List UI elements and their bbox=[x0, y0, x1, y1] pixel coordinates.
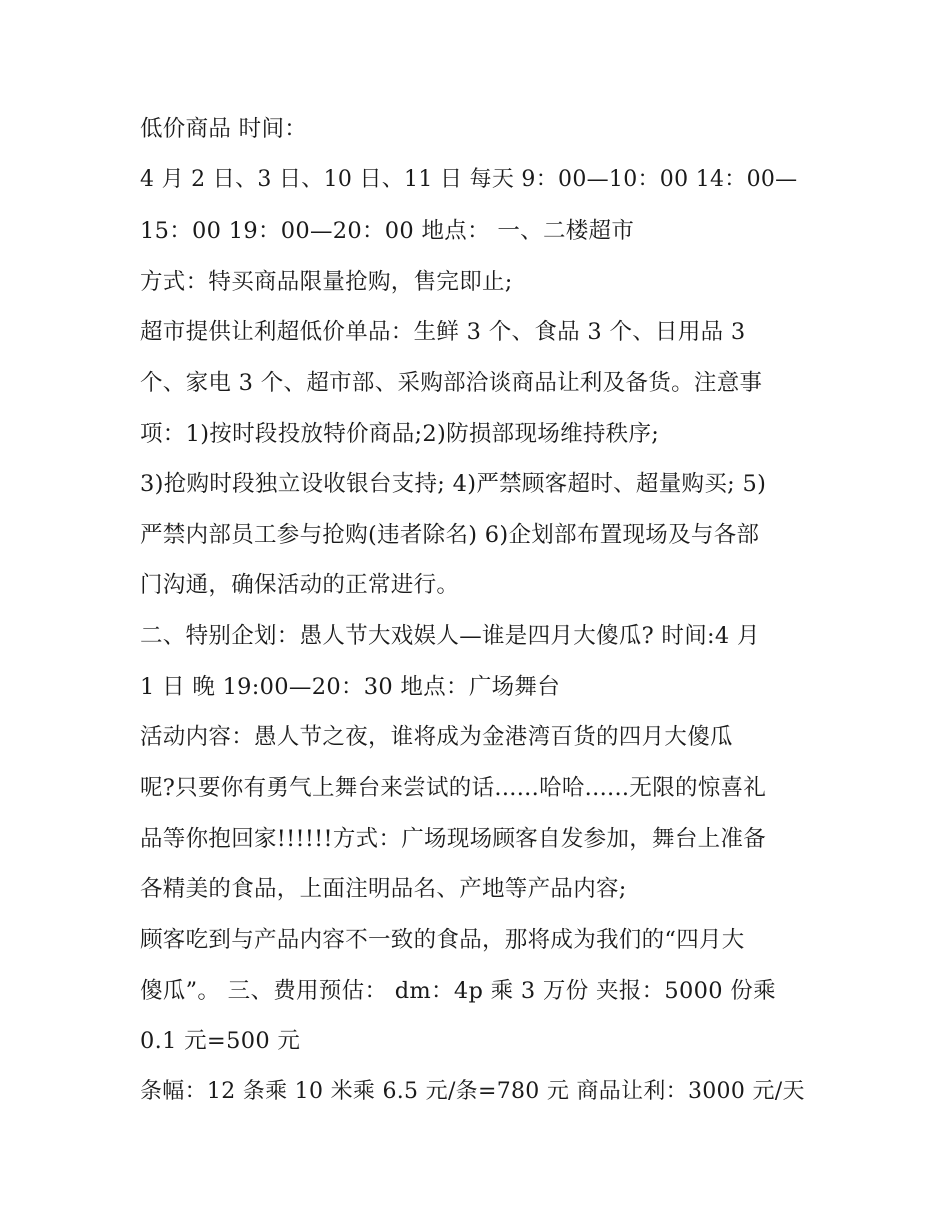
text-line: 项：1)按时段投放特价商品;2)防损部现场维持秩序; bbox=[140, 421, 660, 447]
text-line: 严禁内部员工参与抢购(违者除名) 6)企划部布置现场及与各部 bbox=[140, 522, 760, 548]
text-line: 低价商品 时间： bbox=[140, 116, 308, 142]
text-line: 0.1 元=500 元 bbox=[140, 1028, 301, 1054]
text-line: 条幅：12 条乘 10 米乘 6.5 元/条=780 元 商品让利：3000 元/天 bbox=[140, 1079, 805, 1104]
text-line: 方式：特买商品限量抢购，售完即止; bbox=[140, 269, 513, 295]
text-line: 门沟通，确保活动的正常进行。 bbox=[140, 572, 460, 598]
text-line: 二、特别企划：愚人节大戏娱人—谁是四月大傻瓜? 时间:4 月 bbox=[140, 623, 760, 649]
text-line: 品等你抱回家!!!!!!方式：广场现场顾客自发参加，舞台上准备 bbox=[140, 826, 767, 852]
text-line: 15：00 19：00—20：00 地点： 一、二楼超市 bbox=[140, 218, 635, 244]
text-line: 活动内容：愚人节之夜，谁将成为金港湾百货的四月大傻瓜 bbox=[140, 724, 733, 750]
text-line: 1 日 晚 19:00—20：30 地点：广场舞台 bbox=[140, 674, 561, 700]
text-line: 3)抢购时段独立设收银台支持; 4)严禁顾客超时、超量购买; 5) bbox=[140, 471, 767, 497]
text-line: 4 月 2 日、3 日、10 日、11 日 每天 9：00—10：00 14：00— bbox=[140, 167, 798, 192]
text-line: 顾客吃到与产品内容不一致的食品，那将成为我们的“四月大 bbox=[140, 927, 745, 953]
text-line: 超市提供让利超低价单品：生鲜 3 个、食品 3 个、日用品 3 bbox=[140, 319, 746, 345]
text-line: 呢?只要你有勇气上舞台来尝试的话......哈哈......无限的惊喜礼 bbox=[140, 775, 767, 801]
text-line: 个、家电 3 个、超市部、采购部洽谈商品让利及备货。注意事 bbox=[140, 370, 763, 396]
text-line: 各精美的食品，上面注明品名、产地等产品内容; bbox=[140, 876, 627, 902]
text-line: 傻瓜”。 三、费用预估： dm：4p 乘 3 万份 夹报：5000 份乘 bbox=[140, 978, 776, 1004]
